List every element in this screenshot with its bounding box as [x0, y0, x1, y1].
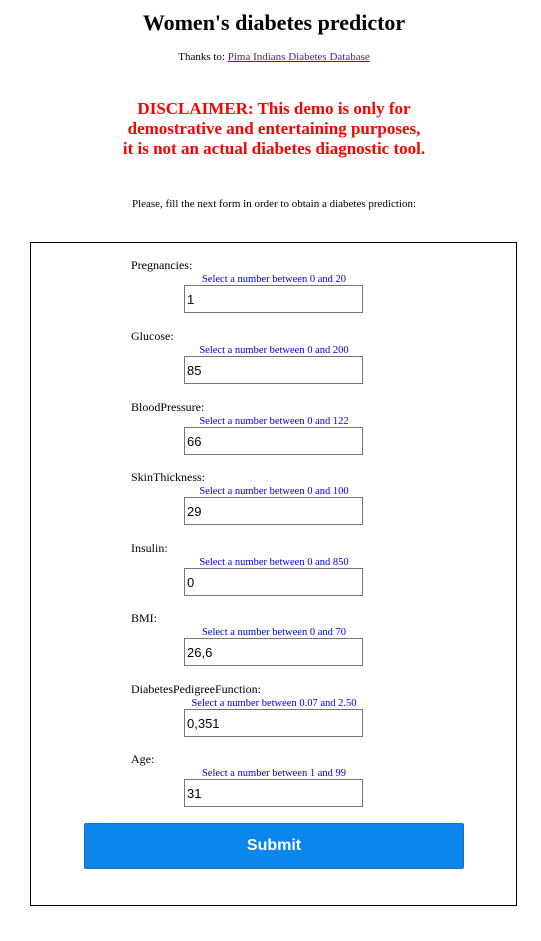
- age-label: Age:: [131, 752, 155, 766]
- pedigree-function-label: DiabetesPedigreeFunction:: [131, 682, 261, 696]
- pedigree-function-hint: Select a number between 0.07 and 2.50: [191, 698, 357, 709]
- skin-thickness-input[interactable]: [184, 497, 363, 525]
- insulin-label: Insulin:: [131, 541, 168, 555]
- blood-pressure-label: BloodPressure:: [131, 400, 205, 414]
- bmi-label: BMI:: [131, 611, 158, 625]
- bmi-input[interactable]: [184, 638, 363, 666]
- pedigree-function-input[interactable]: [184, 709, 363, 737]
- disclaimer-line-1: DISCLAIMER: This demo is only for: [137, 99, 411, 118]
- age-hint: Select a number between 1 and 99: [201, 768, 347, 779]
- blood-pressure-hint: Select a number between 0 and 122: [199, 416, 349, 427]
- skin-thickness-label: SkinThickness:: [131, 470, 205, 484]
- age-input[interactable]: [184, 779, 363, 807]
- bmi-hint: Select a number between 0 and 70: [201, 627, 347, 638]
- glucose-input[interactable]: [184, 356, 363, 384]
- thanks-prefix: Thanks to:: [178, 51, 228, 63]
- glucose-hint: Select a number between 0 and 200: [199, 345, 349, 356]
- disclaimer-line-2: demostrative and entertaining purposes,: [127, 119, 421, 138]
- pregnancies-hint: Select a number between 0 and 20: [201, 274, 347, 285]
- insulin-hint: Select a number between 0 and 850: [199, 557, 349, 568]
- form-instructions: Please, fill the next form in order to obtain a diabetes prediction:: [131, 198, 417, 210]
- insulin-input[interactable]: [184, 568, 363, 596]
- pregnancies-input[interactable]: [184, 285, 363, 313]
- thanks-line: [0, 50, 541, 64]
- pregnancies-label: Pregnancies:: [131, 258, 193, 272]
- disclaimer-line-3: it is not an actual diabetes diagnostic tool.: [122, 139, 426, 158]
- skin-thickness-hint: Select a number between 0 and 100: [199, 486, 349, 497]
- disclaimer: [0, 99, 541, 159]
- glucose-label: Glucose:: [131, 329, 174, 343]
- page-title: Women's diabetes predictor: [142, 10, 406, 35]
- dataset-link[interactable]: Pima Indians Diabetes Database: [227, 51, 370, 63]
- submit-button[interactable]: Submit: [84, 823, 464, 869]
- blood-pressure-input[interactable]: [184, 427, 363, 455]
